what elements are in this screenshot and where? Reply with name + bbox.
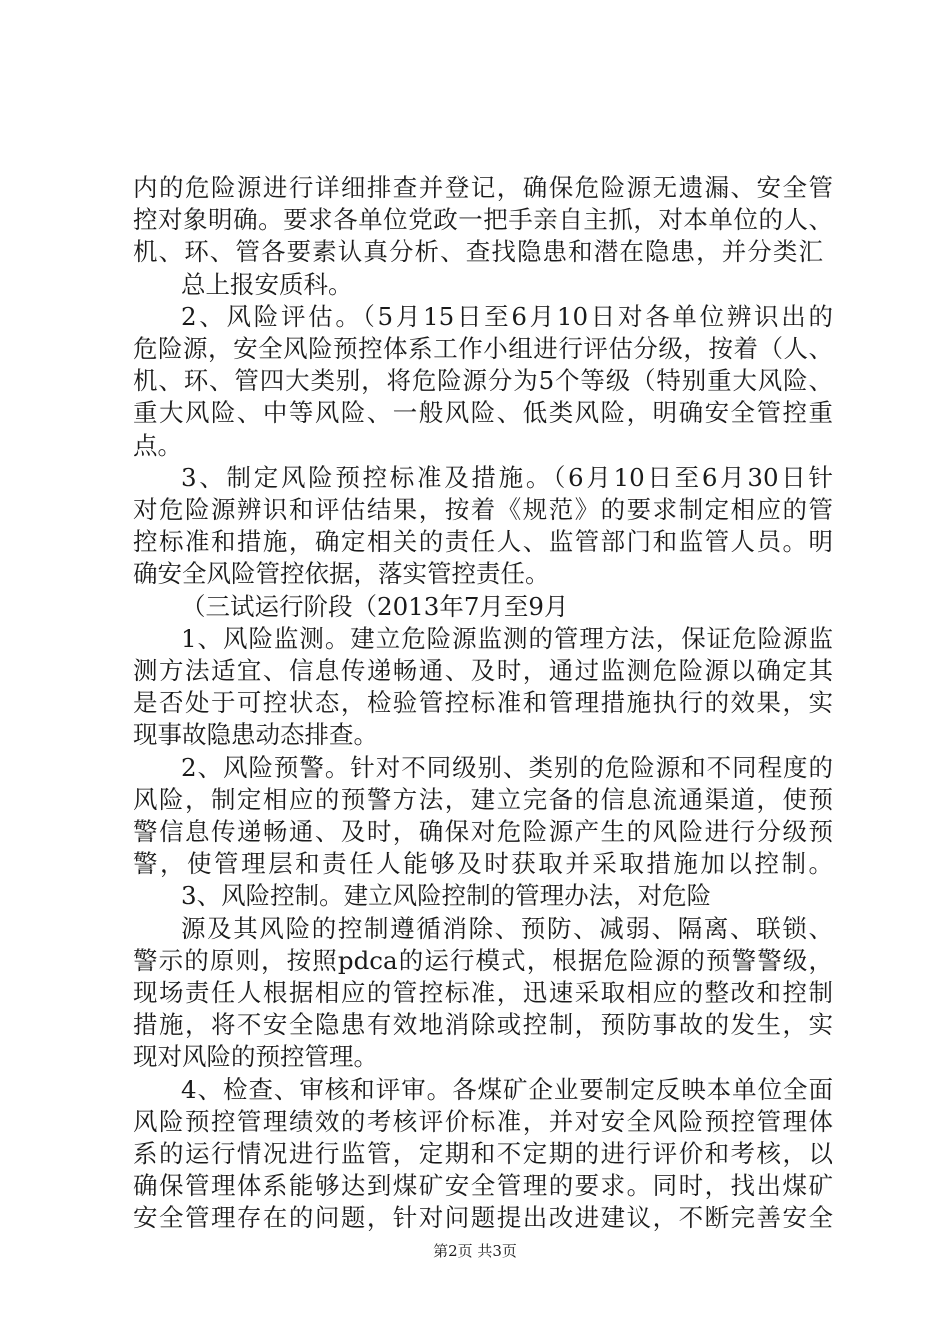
page-footer: 第2页 共3页 (433, 1242, 517, 1260)
text-line: 3、风险控制。建立风险控制的管理办法，对危险 (181, 881, 712, 911)
text-line: 措施，将不安全隐患有效地消除或控制，预防事故的发生，实 (133, 1010, 833, 1040)
text-line: 安全管理存在的问题，针对问题提出改进建议，不断完善安全 (133, 1203, 833, 1233)
text-line: 总上报安质科。 (181, 269, 353, 299)
text-line: 重大风险、中等风险、一般风险、低类风险，明确安全管控重 (133, 398, 833, 428)
text-line: 机、环、管各要素认真分析、查找隐患和潜在隐患，并分类汇 (133, 237, 823, 267)
text-line: 警信息传递畅通、及时，确保对危险源产生的风险进行分级预 (133, 817, 833, 846)
text-line: 现场责任人根据相应的管控标准，迅速采取相应的整改和控制 (133, 978, 833, 1007)
text-line: 3、制定风险预控标准及措施。（6月10日至6月30日针 (181, 462, 833, 492)
text-line: 对危险源辨识和评估结果，按着《规范》的要求制定相应的管 (133, 495, 833, 524)
text-line: 风险，制定相应的预警方法，建立完备的信息流通渠道，使预 (133, 784, 833, 814)
text-line: 源及其风险的控制遵循消除、预防、减弱、隔离、联锁、 (181, 913, 833, 943)
text-line: 2、风险评估。（5月15日至6月10日对各单位辨识出的 (181, 301, 833, 331)
text-line: 机、环、管四大类别，将危险源分为5个等级（特别重大风险、 (133, 366, 833, 396)
text-line: 点。 (133, 430, 182, 460)
text-line: 是否处于可控状态，检验管控标准和管理措施执行的效果，实 (133, 688, 833, 718)
text-line: 系的运行情况进行监管，定期和不定期的进行评价和考核，以 (133, 1139, 833, 1168)
text-line: 危险源，安全风险预控体系工作小组进行评估分级，按着（人、 (133, 334, 833, 363)
text-line: 4、检查、审核和评审。各煤矿企业要制定反映本单位全面 (181, 1074, 833, 1104)
text-line: 控对象明确。要求各单位党政一把手亲自主抓，对本单位的人、 (133, 205, 833, 235)
text-line: 确安全风险管控依据，落实管控责任。 (133, 559, 550, 589)
text-line: 现对风险的预控管理。 (133, 1042, 378, 1072)
text-line: 2、风险预警。针对不同级别、类别的危险源和不同程度的 (181, 752, 833, 782)
text-line: 警，使管理层和责任人能够及时获取并采取措施加以控制。 (133, 849, 833, 879)
text-line: 1、风险监测。建立危险源监测的管理方法，保证危险源监 (181, 623, 833, 653)
text-line: 确保管理体系能够达到煤矿安全管理的要求。同时，找出煤矿 (133, 1171, 833, 1201)
text-line: 测方法适宜、信息传递畅通、及时，通过监测危险源以确定其 (133, 656, 833, 685)
text-line: 控标准和措施，确定相关的责任人、监管部门和监管人员。明 (133, 527, 833, 557)
text-line: 警示的原则，按照pdca的运行模式，根据危险源的预警警级， (133, 945, 833, 975)
text-line: 内的危险源进行详细排查并登记，确保危险源无遗漏、安全管 (133, 173, 833, 202)
text-line: 现事故隐患动态排查。 (133, 720, 378, 750)
text-line: 风险预控管理绩效的考核评价标准，并对安全风险预控管理体 (133, 1106, 833, 1136)
text-line: （三试运行阶段（2013年7月至9月 (181, 591, 569, 621)
